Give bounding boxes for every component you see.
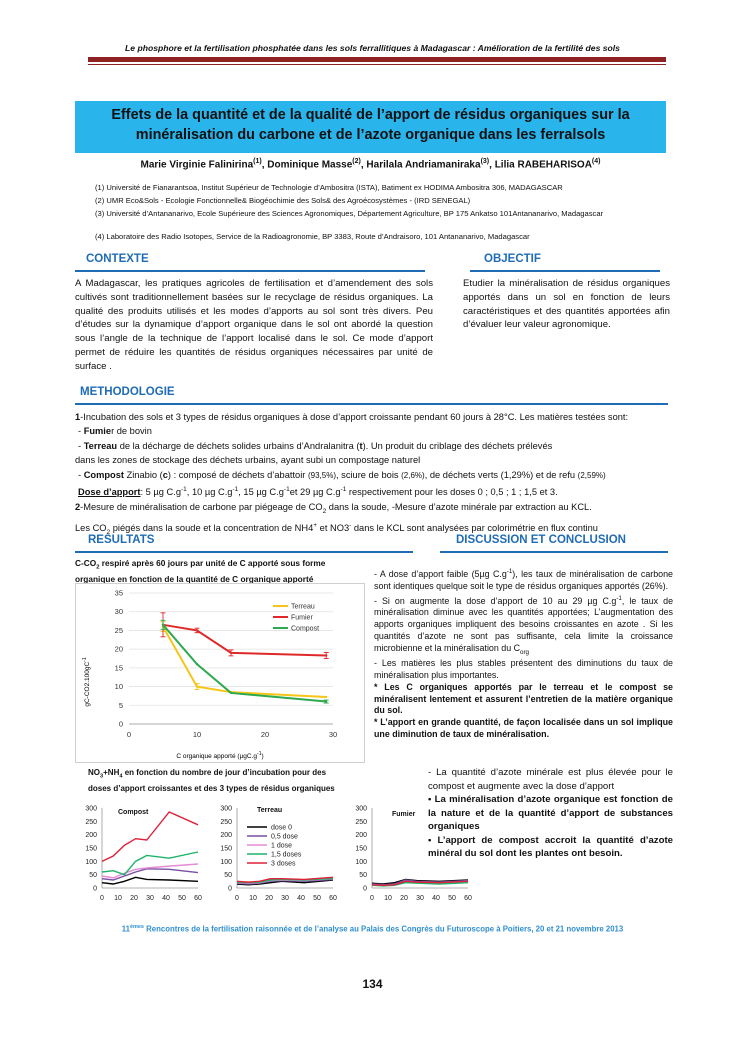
x-tick-label: 20 xyxy=(260,730,270,739)
y-tick-label: 0 xyxy=(228,885,232,893)
footer-text: Rencontres de la fertilisation raisonnée et de l’analyse au Palais des Congrès du Futuroscope à Poitiers, 20 et 21 novembre 2013 xyxy=(143,924,624,934)
y-tick-label: 300 xyxy=(85,805,97,813)
caption-text: NO xyxy=(88,768,100,777)
x-tick-label: 10 xyxy=(192,730,202,739)
legend-label: dose 0 xyxy=(271,824,293,832)
author-affil: (4) xyxy=(591,158,601,165)
conclusion-paragraph: • La minéralisation d’azote organique est fonction de la nature et de la quantité d’apport de substances organiques xyxy=(428,794,673,832)
method-text: , de déchets verts (1,29%) et de refu xyxy=(424,469,578,480)
method-line xyxy=(75,439,675,453)
method-text: ). Un produit du criblage des déchets prélevés xyxy=(362,440,553,451)
x-tick-label: 10 xyxy=(249,895,257,902)
chart-x-label: C organique apporté $(\mu gC.g^{-1})$ xyxy=(176,751,264,760)
method-line xyxy=(75,468,675,483)
x-tick-label: 20 xyxy=(265,895,273,902)
caption-text: en fonction du nombre de jour d’incubation pour des xyxy=(122,768,327,777)
header-rule-thin xyxy=(88,64,666,65)
chart-co2-respiration xyxy=(75,583,365,763)
data-point xyxy=(196,685,198,687)
data-point xyxy=(230,652,232,654)
method-exp: -1 xyxy=(181,486,187,494)
x-tick-label: 30 xyxy=(281,895,289,902)
method-exp: -1 xyxy=(283,486,290,494)
method-text: respectivement pour les doses 0 ; 0,5 ; 1 ; 1,5 et 3. xyxy=(346,487,558,498)
author-name: Dominique Masse xyxy=(267,159,353,171)
x-tick-label: 60 xyxy=(329,895,337,902)
data-point xyxy=(325,654,327,656)
discussion-sub: org xyxy=(520,648,530,656)
conclusion-paragraph: - La quantité d’azote minérale est plus élevée pour le compost et augmente avec la dose d’apport xyxy=(428,767,673,792)
x-tick-label: 10 xyxy=(114,895,122,902)
affiliation: (4) Laboratoire des Radio Isotopes, Service de la Radioagronomie, BP 3383, Route d’Andraisoro, 101 Antananarivo, Madagascar xyxy=(95,232,530,241)
contexte-text: A Madagascar, les pratiques agricoles de fertilisation et d’amendement des sols cultivés sont traditionnellement basées sur le recyclage de résidus organiques. La qualité des produits utilisés et les modes d’apports au sol sont très divers. Peu d’études sur la dynamique d’apport organique dans le sol ont abordé la question sous l’angle de la technique de l’apport localisé dans le sol. Ce mode d’apport permet de réduire les quantités de résidus organiques nécessaires par unité de surface . xyxy=(75,278,433,372)
y-tick-label: 35 xyxy=(114,588,123,598)
caption-line: doses d’apport croissantes et des 3 types de résidus organiques xyxy=(88,783,335,793)
chart-y-label: $gC-CO2.100gC^{-1}$ xyxy=(82,657,91,707)
author-sep: , xyxy=(261,159,268,171)
caption-line xyxy=(88,767,388,783)
method-text: - xyxy=(78,440,84,451)
footer-text: 11 xyxy=(121,924,131,934)
x-tick-label: 40 xyxy=(162,895,170,902)
y-tick-label: 150 xyxy=(355,845,367,853)
y-tick-label: 30 xyxy=(114,607,123,617)
figure-2-caption xyxy=(88,767,388,794)
x-tick-label: 20 xyxy=(130,895,138,902)
y-tick-label: 15 xyxy=(114,663,123,673)
section-rule xyxy=(470,270,660,272)
method-sup: + xyxy=(313,521,318,529)
section-heading-discussion: DISCUSSION ET CONCLUSION xyxy=(456,534,626,546)
chart-nitrogen-compost xyxy=(60,800,210,915)
y-tick-label: 150 xyxy=(85,845,97,853)
y-tick-label: 200 xyxy=(355,832,367,840)
discussion-exp: -1 xyxy=(506,568,513,575)
method-text: dans les zones de stockage des déchets urbains, ayant subi un compostage naturel xyxy=(75,455,421,466)
caption-sub: 3 xyxy=(100,773,104,780)
y-tick-label: 250 xyxy=(85,818,97,826)
discussion-paragraph: * Les C organiques apportés par le terreau et le compost se minéralisent lentement et assurent l’entretien de la matière organique du sol. xyxy=(374,681,673,716)
method-step-number: 1 xyxy=(75,412,81,422)
method-line xyxy=(75,410,675,424)
title-line-1: Effets de la quantité et de la qualité de l’apport de résidus organiques sur la xyxy=(111,107,630,123)
data-point xyxy=(230,692,232,694)
x-tick-label: 50 xyxy=(448,895,456,902)
y-tick-label: 0 xyxy=(118,719,123,729)
author-affil: (2) xyxy=(352,158,361,165)
y-tick-label: 150 xyxy=(220,845,232,853)
discussion-paragraph: - Les matières les plus stables présentent des diminutions du taux de minéralisation plus importantes. xyxy=(374,658,673,681)
section-heading-methodologie: METHODOLOGIE xyxy=(80,386,175,398)
method-text: r de bovin xyxy=(111,426,152,437)
chart-title: Fumier xyxy=(392,811,416,818)
caption-line xyxy=(75,558,375,574)
y-tick-label: 0 xyxy=(93,885,97,893)
caption-text: respiré après 60 jours par unité de C apporté sous forme xyxy=(99,558,326,568)
data-point xyxy=(196,663,198,665)
method-text: piégés dans la soude et la concentration de NH4 xyxy=(110,522,314,533)
y-tick-label: 50 xyxy=(89,872,97,880)
y-tick-label: 100 xyxy=(355,858,367,866)
method-term: t xyxy=(359,440,363,451)
conclusion-paragraph: • L’apport de compost accroit la quantité d’azote minéral du sol dont les plantes ont besoin. xyxy=(428,834,673,859)
y-tick-label: 250 xyxy=(355,818,367,826)
method-term: Compost xyxy=(83,469,124,480)
method-text: - xyxy=(78,469,84,480)
affiliation: (1) Université de Fianarantsoa, Institut Supérieur de Technologie d’Ambositra (ISTA), Batiment ex HODIMA Ambositra 306, MADAGASCAR xyxy=(95,183,563,192)
conclusion-text xyxy=(428,766,673,861)
section-rule xyxy=(440,551,668,553)
x-tick-label: 10 xyxy=(384,895,392,902)
data-point xyxy=(196,629,198,631)
section-heading-contexte: CONTEXTE xyxy=(86,253,149,265)
discussion-text xyxy=(374,566,673,741)
footer-sup: èmes xyxy=(130,924,144,930)
y-tick-label: 20 xyxy=(114,644,123,654)
method-text: - xyxy=(78,426,84,437)
y-tick-label: 200 xyxy=(220,832,232,840)
section-heading-resultats: RESULTATS xyxy=(88,534,155,546)
method-text: Zinabio ( xyxy=(123,469,163,480)
x-tick-label: 40 xyxy=(297,895,305,902)
x-tick-label: 0 xyxy=(126,730,132,739)
method-term: Terreau xyxy=(83,440,118,451)
method-exp: -1 xyxy=(232,486,239,494)
method-text: dans la soude, -Mesure d’azote minérale par extraction au KCL. xyxy=(326,501,592,512)
series-line xyxy=(102,869,198,880)
y-tick-label: 10 xyxy=(114,682,123,692)
method-line xyxy=(75,500,675,519)
data-point xyxy=(325,696,327,698)
author-affil: (1) xyxy=(253,158,262,165)
affiliation: (2) UMR Eco&Sols - Ecologie Fonctionnelle& Biogéochimie des Sols& des Agroécosystèmes - (IRD SENEGAL) xyxy=(95,196,471,205)
method-text: -Incubation des sols et 3 types de résidus organiques à dose d’apport croissante pendant 60 jours à 28°C. Les matières testées sont: xyxy=(80,412,629,422)
method-term: c xyxy=(162,469,168,480)
y-tick-label: 300 xyxy=(355,805,367,813)
x-tick-label: 60 xyxy=(194,895,202,902)
y-tick-label: 50 xyxy=(359,872,367,880)
affiliation: (3) Université d’Antananarivo, Ecole Supérieure des Sciences Agronomiques, Département Agriculture, BP 175 Ankatso 101Antananarivo, Madagascar xyxy=(95,209,604,218)
x-tick-label: 50 xyxy=(313,895,321,902)
discussion-paragraph: * L’apport en grande quantité, de façon localisée dans un sol implique une diminution de taux de minéralisation. xyxy=(374,717,673,740)
legend-label: Compost xyxy=(291,625,320,633)
x-tick-label: 30 xyxy=(328,730,338,739)
method-step-number: 2 xyxy=(75,501,81,512)
y-tick-label: 200 xyxy=(85,832,97,840)
section-heading-objectif: OBJECTIF xyxy=(484,253,541,265)
method-sub: 2 xyxy=(322,507,327,515)
y-tick-label: 250 xyxy=(220,818,232,826)
caption-sub: 2 xyxy=(96,564,100,571)
x-tick-label: 30 xyxy=(146,895,154,902)
discussion-text-run: - A dose d’apport faible (5µg C.g xyxy=(374,568,507,579)
legend-label: 1 dose xyxy=(271,842,293,850)
authors xyxy=(75,158,666,170)
method-text: et NO3 xyxy=(317,522,350,533)
method-text: de la décharge de déchets solides urbains d’Andralanitra ( xyxy=(117,440,360,451)
discussion-paragraph xyxy=(374,593,673,659)
data-point xyxy=(162,624,164,626)
method-line xyxy=(75,483,675,500)
x-tick-label: 0 xyxy=(235,895,239,902)
discussion-exp: -1 xyxy=(616,594,622,602)
x-tick-label: 0 xyxy=(100,895,104,902)
discussion-text-run: ), les taux de minéralisation de carbone sont identiques quelque soit le type de résidus organiques apportés (26%). xyxy=(374,568,673,591)
y-tick-label: 5 xyxy=(118,700,123,710)
method-text: (2,6%) xyxy=(401,470,425,480)
chart-title: Compost xyxy=(118,809,149,816)
author-name: Lilia RABEHARISOA xyxy=(494,159,592,171)
x-tick-label: 20 xyxy=(400,895,408,902)
header-rule-thick xyxy=(88,57,666,62)
running-head: Le phosphore et la fertilisation phosphatée dans les sols ferrallitiques à Madagascar : Amélioration de la fertilité des sols xyxy=(125,43,620,53)
author-sep: , xyxy=(489,159,495,171)
page-number: 134 xyxy=(362,977,383,991)
methodologie-body xyxy=(75,410,675,540)
y-tick-label: 100 xyxy=(85,858,97,866)
chart-title: Terreau xyxy=(257,807,283,814)
legend-label: Terreau xyxy=(291,603,315,611)
series-line xyxy=(102,812,198,861)
method-line xyxy=(75,453,675,467)
method-text: ) : composé de déchets d’abattoir xyxy=(167,469,308,480)
x-tick-label: 40 xyxy=(432,895,440,902)
figure-1-caption xyxy=(75,558,375,585)
method-line xyxy=(75,424,675,438)
y-tick-label: 100 xyxy=(220,858,232,866)
method-text: , 10 µg C.g xyxy=(186,487,233,498)
method-sub: 2 xyxy=(106,528,111,536)
method-text: , sciure de bois xyxy=(336,469,402,480)
objectif-text: Etudier la minéralisation de résidus organiques apportés dans un sol en fonction de leurs caractéristiques et des quantités apportées afin d’évaluer leur valeur agronomique. xyxy=(463,278,670,331)
author-name: Harilala Andriamaniraka xyxy=(366,159,481,171)
method-sup: - xyxy=(349,521,352,529)
paper-title xyxy=(75,105,666,145)
x-tick-label: 60 xyxy=(464,895,472,902)
legend-label: 3 doses xyxy=(271,860,296,868)
discussion-text-run: - Si on augmente la dose d’apport de 10 au 29 µg C.g xyxy=(374,595,617,606)
chart-nitrogen-terreau xyxy=(195,800,345,915)
method-term: Fumie xyxy=(83,426,112,437)
legend-label: 0,5 dose xyxy=(271,833,298,841)
discussion-paragraph xyxy=(374,566,673,593)
section-rule xyxy=(75,270,425,272)
method-text: et 29 µg C.g xyxy=(289,487,341,498)
section-rule xyxy=(75,403,668,405)
method-text: (2,59%) xyxy=(577,470,606,480)
title-line-2: minéralisation du carbone et de l’azote organique dans les ferralsols xyxy=(135,127,606,143)
caption-sub: 4 xyxy=(119,773,123,780)
method-text: Les CO xyxy=(75,522,107,533)
method-text: -Mesure de minéralisation de carbone par piégeage de CO xyxy=(80,501,323,512)
caption-line: organique en fonction de la quantité de C organique apporté xyxy=(75,573,314,584)
method-text: : 5 µg C.g xyxy=(140,487,181,498)
author-affil: (3) xyxy=(480,158,490,165)
y-tick-label: 50 xyxy=(224,872,232,880)
x-tick-label: 50 xyxy=(178,895,186,902)
method-exp: -1 xyxy=(340,486,347,494)
method-text: (93,5%) xyxy=(307,470,336,480)
method-text: dans le KCL sont analysées par colorimétrie en flux continu xyxy=(351,522,598,533)
legend-label: Fumier xyxy=(291,614,313,622)
author-name: Marie Virginie Falinirina xyxy=(140,159,254,171)
caption-text: C-CO xyxy=(75,558,97,568)
method-text: , 15 µg C.g xyxy=(238,487,284,498)
x-tick-label: 0 xyxy=(370,895,374,902)
y-tick-label: 0 xyxy=(363,885,367,893)
section-rule xyxy=(75,551,413,553)
author-sep: , xyxy=(360,159,367,171)
method-term: Dose d’apport xyxy=(78,487,141,498)
discussion-text-run: , le taux de minéralisation diminue avec les quantités apportées; L’augmentation des apports organiques impliquent des besoins croissantes en azote . Si les quantités d’azote ne sont pas suffisante, cela limite la croissance microbienne et la minéralisation du C xyxy=(374,595,673,653)
y-tick-label: 300 xyxy=(220,805,232,813)
legend-label: 1,5 doses xyxy=(271,851,302,859)
data-point xyxy=(325,700,327,702)
y-tick-label: 25 xyxy=(114,625,123,635)
x-tick-label: 30 xyxy=(416,895,424,902)
footer xyxy=(0,924,745,934)
caption-text: +NH xyxy=(103,768,120,777)
